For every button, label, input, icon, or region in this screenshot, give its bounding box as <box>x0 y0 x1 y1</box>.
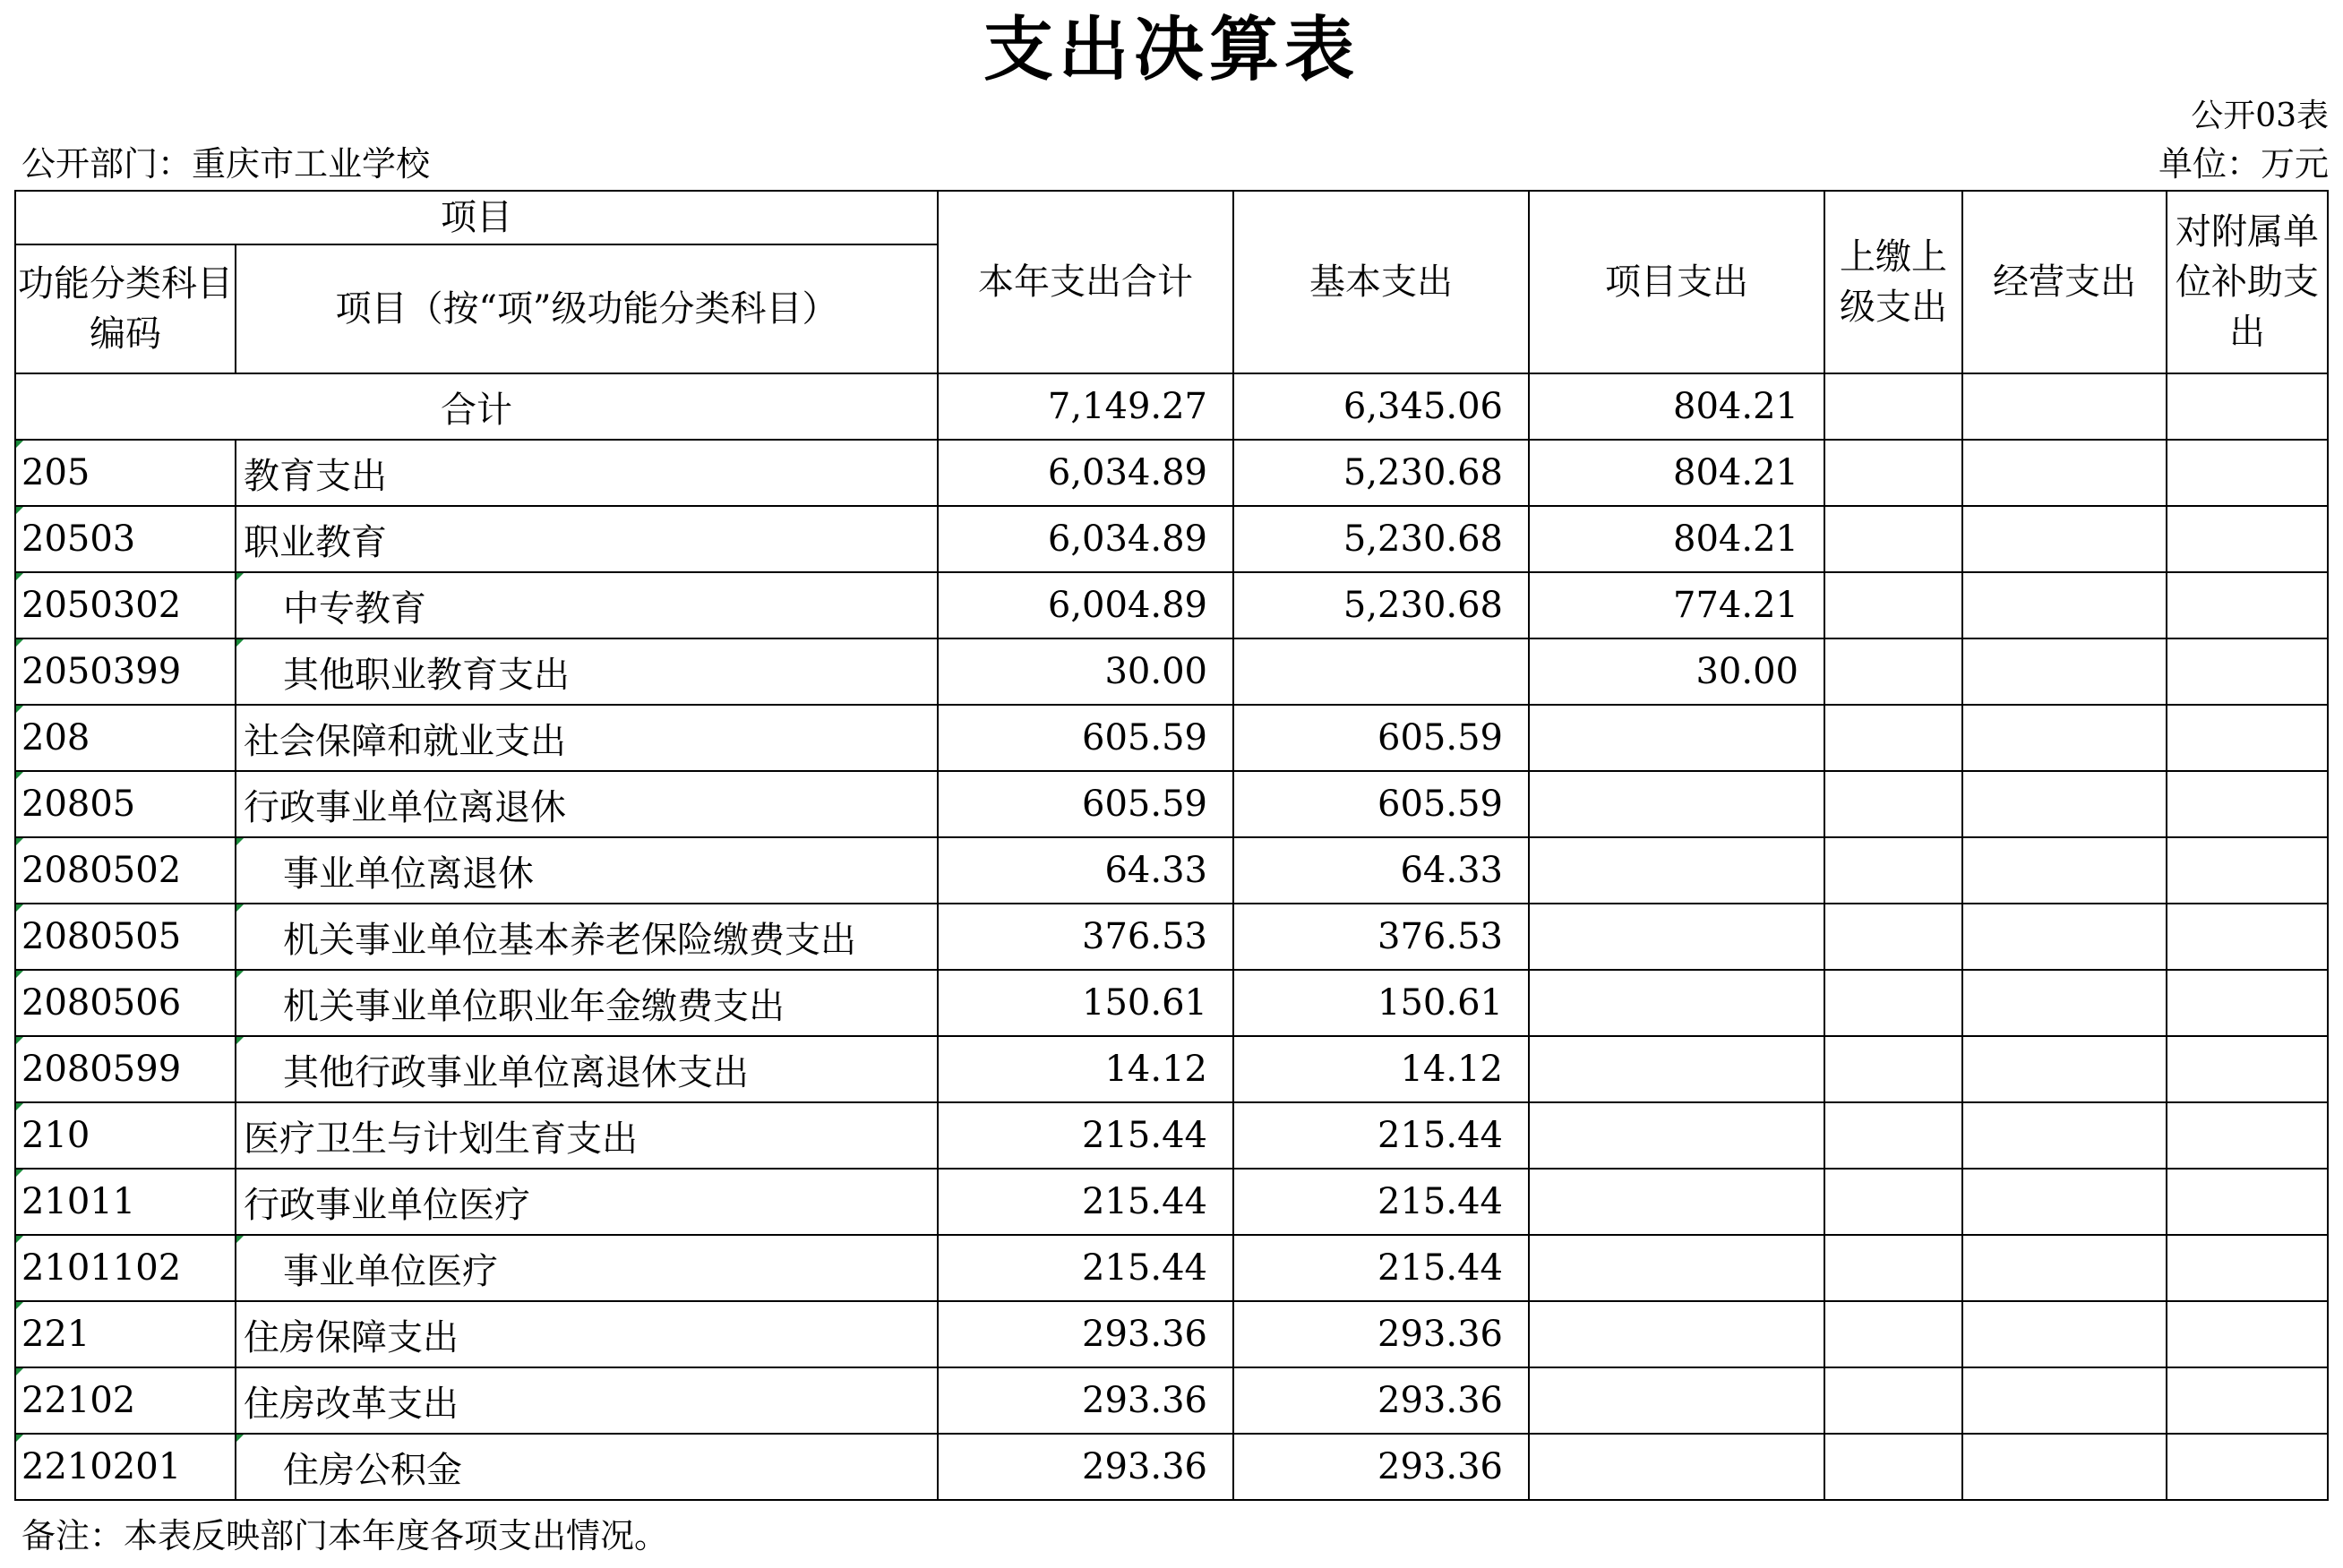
row-basic: 293.36 <box>1233 1367 1529 1434</box>
table-row <box>15 1102 2328 1169</box>
row-project <box>1529 1301 1824 1367</box>
total-label: 合计 <box>15 373 938 440</box>
row-total: 14.12 <box>938 1036 1233 1102</box>
row-total: 215.44 <box>938 1102 1233 1169</box>
row-basic: 215.44 <box>1233 1235 1529 1301</box>
row-name: 住房保障支出 <box>236 1301 938 1367</box>
row-code: 2080502 <box>15 837 236 904</box>
row-name: 医疗卫生与计划生育支出 <box>236 1102 938 1169</box>
table-row <box>15 440 2328 506</box>
total-project: 804.21 <box>1529 373 1824 440</box>
header-code: 功能分类科目编码 <box>15 244 236 373</box>
table-row <box>15 1036 2328 1102</box>
row-business <box>1962 837 2167 904</box>
row-total: 64.33 <box>938 837 1233 904</box>
row-business <box>1962 1036 2167 1102</box>
row-code: 2080505 <box>15 904 236 970</box>
row-upper <box>1824 440 1962 506</box>
row-business <box>1962 506 2167 572</box>
header-name: 项目（按“项”级功能分类科目） <box>236 244 938 373</box>
row-subsidy <box>2167 1169 2328 1235</box>
header-project-group: 项目 <box>15 191 938 244</box>
row-name: 行政事业单位医疗 <box>236 1169 938 1235</box>
row-business <box>1962 440 2167 506</box>
row-project <box>1529 904 1824 970</box>
row-name: 机关事业单位基本养老保险缴费支出 <box>236 904 938 970</box>
row-name: 住房公积金 <box>236 1434 938 1500</box>
table-row <box>15 506 2328 572</box>
row-total: 293.36 <box>938 1367 1233 1434</box>
table-row <box>15 1169 2328 1235</box>
row-subsidy <box>2167 970 2328 1036</box>
row-subsidy <box>2167 638 2328 705</box>
row-basic: 293.36 <box>1233 1434 1529 1500</box>
row-upper <box>1824 970 1962 1036</box>
row-project <box>1529 970 1824 1036</box>
row-code: 2210201 <box>15 1434 236 1500</box>
row-total: 215.44 <box>938 1235 1233 1301</box>
form-number: 公开03表 <box>2191 98 2329 134</box>
header-basic: 基本支出 <box>1233 191 1529 373</box>
row-upper <box>1824 506 1962 572</box>
row-subsidy <box>2167 1434 2328 1500</box>
table-row <box>15 970 2328 1036</box>
row-basic: 5,230.68 <box>1233 506 1529 572</box>
total-amount: 7,149.27 <box>938 373 1233 440</box>
row-code: 2050302 <box>15 572 236 638</box>
row-total: 376.53 <box>938 904 1233 970</box>
row-upper <box>1824 1367 1962 1434</box>
table-row <box>15 1235 2328 1301</box>
row-code: 21011 <box>15 1169 236 1235</box>
row-business <box>1962 1434 2167 1500</box>
total-row <box>15 373 2328 440</box>
row-total: 6,034.89 <box>938 506 1233 572</box>
row-business <box>1962 1102 2167 1169</box>
row-business <box>1962 1235 2167 1301</box>
row-code: 210 <box>15 1102 236 1169</box>
header-business: 经营支出 <box>1962 191 2167 373</box>
row-total: 293.36 <box>938 1434 1233 1500</box>
table-row <box>15 904 2328 970</box>
row-upper <box>1824 1102 1962 1169</box>
row-subsidy <box>2167 506 2328 572</box>
row-upper <box>1824 705 1962 771</box>
row-business <box>1962 904 2167 970</box>
row-code: 2080599 <box>15 1036 236 1102</box>
row-code: 208 <box>15 705 236 771</box>
row-project <box>1529 837 1824 904</box>
row-name: 机关事业单位职业年金缴费支出 <box>236 970 938 1036</box>
table-row <box>15 638 2328 705</box>
row-basic: 605.59 <box>1233 705 1529 771</box>
row-code: 2101102 <box>15 1235 236 1301</box>
row-name: 住房改革支出 <box>236 1367 938 1434</box>
row-upper <box>1824 638 1962 705</box>
table-row <box>15 1434 2328 1500</box>
row-subsidy <box>2167 705 2328 771</box>
row-name: 其他行政事业单位离退休支出 <box>236 1036 938 1102</box>
row-business <box>1962 638 2167 705</box>
row-code: 2080506 <box>15 970 236 1036</box>
header-upper: 上缴上级支出 <box>1824 191 1962 373</box>
row-name: 职业教育 <box>236 506 938 572</box>
table-row <box>15 771 2328 837</box>
unit-label: 单位：万元 <box>2158 144 2329 184</box>
expenditure-table <box>14 190 2329 1501</box>
row-basic: 150.61 <box>1233 970 1529 1036</box>
row-project: 804.21 <box>1529 506 1824 572</box>
row-project <box>1529 771 1824 837</box>
row-business <box>1962 705 2167 771</box>
department-label: 公开部门：重庆市工业学校 <box>21 144 431 184</box>
row-subsidy <box>2167 440 2328 506</box>
table-row <box>15 837 2328 904</box>
row-subsidy <box>2167 1036 2328 1102</box>
page-title: 支出决算表 <box>983 10 1360 90</box>
row-total: 6,004.89 <box>938 572 1233 638</box>
row-subsidy <box>2167 771 2328 837</box>
row-total: 605.59 <box>938 705 1233 771</box>
row-code: 20805 <box>15 771 236 837</box>
row-basic: 5,230.68 <box>1233 440 1529 506</box>
row-upper <box>1824 904 1962 970</box>
row-upper <box>1824 1036 1962 1102</box>
row-basic: 215.44 <box>1233 1102 1529 1169</box>
row-basic: 14.12 <box>1233 1036 1529 1102</box>
row-business <box>1962 572 2167 638</box>
row-project <box>1529 1102 1824 1169</box>
row-project <box>1529 1036 1824 1102</box>
row-project <box>1529 705 1824 771</box>
row-name: 其他职业教育支出 <box>236 638 938 705</box>
row-subsidy <box>2167 572 2328 638</box>
row-name: 社会保障和就业支出 <box>236 705 938 771</box>
row-subsidy <box>2167 1235 2328 1301</box>
row-business <box>1962 1169 2167 1235</box>
row-upper <box>1824 1235 1962 1301</box>
row-business <box>1962 771 2167 837</box>
row-total: 215.44 <box>938 1169 1233 1235</box>
row-business <box>1962 1367 2167 1434</box>
total-upper <box>1824 373 1962 440</box>
total-basic: 6,345.06 <box>1233 373 1529 440</box>
row-basic: 215.44 <box>1233 1169 1529 1235</box>
row-upper <box>1824 837 1962 904</box>
row-total: 150.61 <box>938 970 1233 1036</box>
row-code: 20503 <box>15 506 236 572</box>
row-subsidy <box>2167 1102 2328 1169</box>
footnote: 备注：本表反映部门本年度各项支出情况。 <box>21 1516 669 1555</box>
row-project: 774.21 <box>1529 572 1824 638</box>
row-name: 中专教育 <box>236 572 938 638</box>
total-business <box>1962 373 2167 440</box>
row-basic: 605.59 <box>1233 771 1529 837</box>
row-upper <box>1824 1169 1962 1235</box>
row-project <box>1529 1367 1824 1434</box>
row-total: 30.00 <box>938 638 1233 705</box>
row-basic: 293.36 <box>1233 1301 1529 1367</box>
row-basic: 64.33 <box>1233 837 1529 904</box>
row-name: 教育支出 <box>236 440 938 506</box>
row-basic: 376.53 <box>1233 904 1529 970</box>
row-total: 605.59 <box>938 771 1233 837</box>
row-project: 30.00 <box>1529 638 1824 705</box>
row-project <box>1529 1169 1824 1235</box>
row-subsidy <box>2167 837 2328 904</box>
row-project <box>1529 1235 1824 1301</box>
header-subsidy: 对附属单位补助支出 <box>2167 191 2328 373</box>
row-name: 行政事业单位离退休 <box>236 771 938 837</box>
row-upper <box>1824 1301 1962 1367</box>
row-subsidy <box>2167 1301 2328 1367</box>
row-basic <box>1233 638 1529 705</box>
table-row <box>15 1367 2328 1434</box>
row-code: 2050399 <box>15 638 236 705</box>
row-name: 事业单位离退休 <box>236 837 938 904</box>
row-name: 事业单位医疗 <box>236 1235 938 1301</box>
row-business <box>1962 1301 2167 1367</box>
table-row <box>15 572 2328 638</box>
row-project <box>1529 1434 1824 1500</box>
row-upper <box>1824 771 1962 837</box>
row-code: 205 <box>15 440 236 506</box>
total-subsidy <box>2167 373 2328 440</box>
row-subsidy <box>2167 1367 2328 1434</box>
row-total: 293.36 <box>938 1301 1233 1367</box>
row-business <box>1962 970 2167 1036</box>
row-upper <box>1824 572 1962 638</box>
row-code: 221 <box>15 1301 236 1367</box>
table-row <box>15 1301 2328 1367</box>
row-upper <box>1824 1434 1962 1500</box>
header-project: 项目支出 <box>1529 191 1824 373</box>
row-subsidy <box>2167 904 2328 970</box>
row-project: 804.21 <box>1529 440 1824 506</box>
header-total: 本年支出合计 <box>938 191 1233 373</box>
table-row <box>15 705 2328 771</box>
row-code: 22102 <box>15 1367 236 1434</box>
row-basic: 5,230.68 <box>1233 572 1529 638</box>
row-total: 6,034.89 <box>938 440 1233 506</box>
